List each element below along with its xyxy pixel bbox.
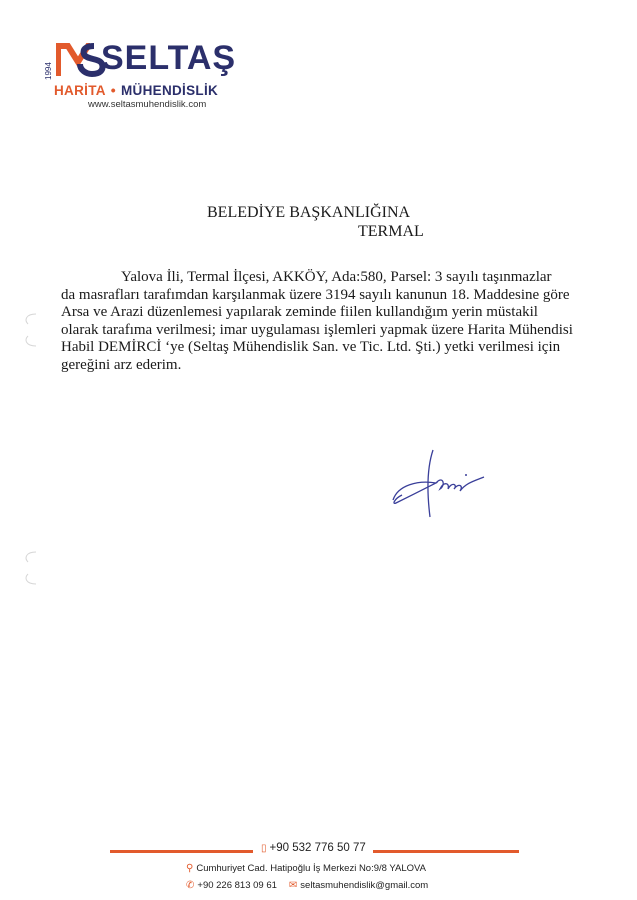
body-line: da masrafları tarafımdan karşılanmak üzere 3194 sayılı kanunun 18. Maddesine göre	[61, 286, 570, 303]
logo-website: www.seltasmuhendislik.com	[88, 99, 207, 110]
addressee-heading	[207, 203, 424, 241]
footer-office-phone: +90 226 813 09 61	[197, 880, 277, 891]
footer-contact	[186, 880, 428, 891]
logo-sub-harita: HARİTA	[54, 83, 106, 98]
location-pin-icon: ⚲	[186, 863, 194, 874]
body-line: Yalova İli, Termal İlçesi, AKKÖY, Ada:580, Parsel: 3 sayılı taşınmazlar	[121, 269, 552, 285]
footer-mobile-phone	[261, 842, 366, 854]
footer-mobile-number: +90 532 776 50 77	[269, 842, 366, 854]
body-line: gereğini arz ederim.	[61, 356, 182, 373]
logo-subtitle	[54, 82, 218, 98]
footer-divider-right	[373, 850, 519, 853]
punch-hole-mark	[18, 548, 42, 588]
footer-address	[186, 863, 426, 874]
logo-year: 1994	[44, 62, 53, 80]
logo-sub-muhendislik: MÜHENDİSLİK	[121, 83, 219, 98]
heading-line-1: BELEDİYE BAŞKANLIĞINA	[207, 204, 411, 221]
petition-body	[61, 269, 591, 375]
heading-line-2: TERMAL	[358, 223, 424, 240]
company-logo	[44, 40, 264, 115]
body-line: Habil DEMİRCİ ‘ye (Seltaş Mühendislik San. ve Tic. Ltd. Şti.) yetki verilmesi için	[61, 339, 561, 356]
punch-hole-mark	[18, 310, 42, 350]
footer-email: seltasmuhendislik@gmail.com	[300, 880, 429, 891]
mobile-phone-icon: ▯	[261, 843, 267, 854]
footer-divider-left	[110, 850, 253, 853]
body-line: olarak tarafıma verilmesi; imar uygulaması işlemleri yapmak üzere Harita Mühendisi	[61, 321, 573, 338]
logo-brand-name: SELTAŞ	[101, 39, 237, 77]
email-icon: ✉	[288, 880, 298, 891]
logo-dot-icon: •	[110, 82, 116, 98]
logo-ms-mark-icon	[56, 42, 106, 78]
phone-icon: ✆	[186, 880, 195, 891]
footer-address-text: Cumhuriyet Cad. Hatipoğlu İş Merkezi No:9/8 YALOVA	[196, 863, 427, 874]
handwritten-signature	[388, 445, 488, 525]
body-line: Arsa ve Arazi düzenlemesi yapılarak zeminde fiilen kullandığım yerin müstakil	[61, 304, 538, 321]
